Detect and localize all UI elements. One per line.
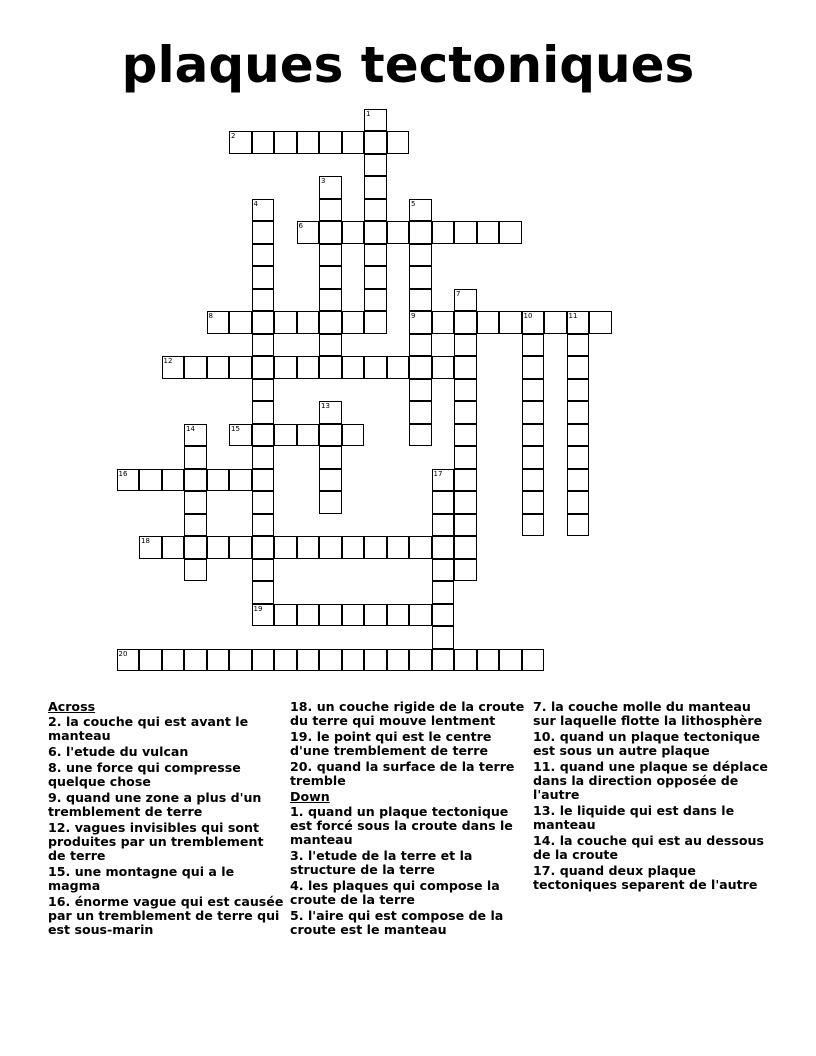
clue-num: 1. [290,804,304,819]
clue-text: les plaques qui compose la croute de la terre [290,878,500,907]
clue-text: énorme vague qui est causée par un tremblement de terre qui est sous-marin [48,894,284,937]
across-clue [48,745,284,759]
grid-cell[interactable] [567,334,590,357]
grid-cell[interactable] [432,469,455,492]
clue-number: 4 [253,199,258,208]
grid-cell[interactable] [319,266,342,289]
clue-text: quand un plaque tectonique est sous un autre plaque [533,729,761,758]
grid-cell[interactable] [454,446,477,469]
grid-cell[interactable] [409,424,432,447]
grid-cell[interactable] [252,289,275,312]
grid-cell[interactable] [454,514,477,537]
grid-cell[interactable] [207,649,230,672]
grid-cell[interactable] [162,649,185,672]
clue-num: 17. [533,863,556,878]
clue-number: 9 [411,312,416,320]
grid-cell[interactable] [454,491,477,514]
grid-cell[interactable] [252,199,275,222]
grid-cell[interactable] [139,469,162,492]
grid-cell[interactable] [252,469,275,492]
clue-text: quand deux plaque tectoniques separent de l'autre [533,863,758,892]
grid-cell[interactable] [162,536,185,559]
grid-cell[interactable] [522,491,545,514]
grid-cell[interactable] [409,334,432,357]
grid-cell[interactable] [499,649,522,672]
grid-cell[interactable] [409,356,432,379]
grid-cell[interactable] [184,536,207,559]
grid-cell[interactable] [274,536,297,559]
grid-cell[interactable] [252,379,275,402]
grid-cell[interactable] [117,649,140,672]
grid-cell[interactable] [297,604,320,627]
grid-cell[interactable] [567,491,590,514]
clue-num: 3. [290,848,304,863]
grid-cell[interactable] [409,244,432,267]
grid-cell[interactable] [364,244,387,267]
down-clue [290,849,526,877]
grid-cell[interactable] [364,221,387,244]
grid-cell[interactable] [319,356,342,379]
clue-num: 20. [290,759,313,774]
grid-cell[interactable] [409,199,432,222]
grid-cell[interactable] [229,424,252,447]
grid-cell[interactable] [319,289,342,312]
grid-cell[interactable] [252,649,275,672]
grid-cell[interactable] [184,424,207,447]
down-clue [533,864,769,892]
grid-cell[interactable] [297,649,320,672]
grid-cell[interactable] [454,649,477,672]
clue-text: l'aire qui est compose de la croute est le manteau [290,908,504,937]
down-clue [533,760,769,802]
grid-cell[interactable] [567,424,590,447]
grid-cell[interactable] [207,356,230,379]
grid-cell[interactable] [319,131,342,154]
grid-cell[interactable] [387,536,410,559]
clue-column-2 [290,700,526,939]
grid-cell[interactable] [522,356,545,379]
grid-cell[interactable] [274,131,297,154]
clue-number: 8 [208,312,213,320]
grid-cell[interactable] [342,649,365,672]
grid-cell[interactable] [567,469,590,492]
grid-cell[interactable] [364,266,387,289]
across-clue [290,700,526,728]
grid-cell[interactable] [252,514,275,537]
grid-cell[interactable] [319,491,342,514]
grid-cell[interactable] [184,446,207,469]
grid-cell[interactable] [522,514,545,537]
grid-cell[interactable] [364,311,387,334]
grid-cell[interactable] [342,356,365,379]
grid-cell[interactable] [364,199,387,222]
grid-cell[interactable] [229,469,252,492]
grid-cell[interactable] [274,604,297,627]
grid-cell[interactable] [274,649,297,672]
grid-cell[interactable] [297,424,320,447]
grid-cell[interactable] [342,311,365,334]
grid-cell[interactable] [522,469,545,492]
clue-number: 12 [163,357,173,365]
clue-number: 10 [523,312,533,320]
grid-cell[interactable] [432,311,455,334]
clue-number: 7 [456,289,461,298]
grid-cell[interactable] [252,559,275,582]
grid-cell[interactable] [184,514,207,537]
grid-cell[interactable] [252,311,275,334]
grid-cell[interactable] [319,446,342,469]
grid-cell[interactable] [454,401,477,424]
grid-cell[interactable] [252,221,275,244]
grid-cell[interactable] [477,649,500,672]
grid-cell[interactable] [364,109,387,132]
grid-cell[interactable] [567,446,590,469]
grid-cell[interactable] [117,469,140,492]
clue-number: 17 [433,469,443,478]
grid-cell[interactable] [252,446,275,469]
grid-cell[interactable] [207,536,230,559]
grid-cell[interactable] [252,356,275,379]
grid-cell[interactable] [387,649,410,672]
clue-num: 12. [48,820,71,835]
clue-text: quand un plaque tectonique est forcé sous la croute dans le manteau [290,804,513,847]
grid-cell[interactable] [342,536,365,559]
across-clue [290,730,526,758]
grid-cell[interactable] [319,221,342,244]
grid-cell[interactable] [229,649,252,672]
grid-cell[interactable] [387,131,410,154]
grid-cell[interactable] [409,401,432,424]
down-clue [533,834,769,862]
grid-cell[interactable] [297,311,320,334]
across-heading: Across [48,699,96,714]
down-clue [290,805,526,847]
grid-cell[interactable] [454,334,477,357]
across-clue [48,715,284,743]
clue-num: 15. [48,864,71,879]
grid-cell[interactable] [454,469,477,492]
clue-num: 7. [533,699,547,714]
grid-cell[interactable] [409,604,432,627]
grid-cell[interactable] [409,266,432,289]
grid-cell[interactable] [184,469,207,492]
grid-cell[interactable] [342,131,365,154]
grid-cell[interactable] [409,649,432,672]
clue-num: 6. [48,744,62,759]
grid-cell[interactable] [319,469,342,492]
grid-cell[interactable] [432,514,455,537]
grid-cell[interactable] [454,536,477,559]
clue-column-1 [48,700,284,939]
grid-cell[interactable] [499,311,522,334]
grid-cell[interactable] [477,311,500,334]
grid-cell[interactable] [409,379,432,402]
down-clue [533,730,769,758]
grid-cell[interactable] [432,559,455,582]
across-clue [48,821,284,863]
grid-cell[interactable] [432,581,455,604]
clue-number: 6 [298,222,303,230]
grid-cell[interactable] [364,649,387,672]
grid-cell[interactable] [409,289,432,312]
clue-num: 4. [290,878,304,893]
clue-number: 15 [231,424,240,433]
across-clue [290,760,526,788]
grid-cell[interactable] [477,221,500,244]
grid-cell[interactable] [274,424,297,447]
clue-text: la couche molle du manteau sur laquelle flotte la lithosphère [533,699,763,728]
grid-cell[interactable] [297,536,320,559]
grid-cell[interactable] [319,311,342,334]
grid-cell[interactable] [454,311,477,334]
clue-text: une force qui compresse quelque chose [48,760,241,789]
grid-cell[interactable] [364,154,387,177]
grid-cell[interactable] [229,356,252,379]
clue-text: une montagne qui a le magma [48,864,235,893]
grid-cell[interactable] [139,536,162,559]
grid-cell[interactable] [252,401,275,424]
grid-cell[interactable] [567,514,590,537]
grid-cell[interactable] [454,559,477,582]
clue-column-3 [533,700,769,894]
grid-cell[interactable] [274,356,297,379]
across-clue [48,865,284,893]
grid-cell[interactable] [454,289,477,312]
grid-cell[interactable] [432,649,455,672]
grid-cell[interactable] [252,536,275,559]
across-clue [48,761,284,789]
clue-num: 5. [290,908,304,923]
grid-cell[interactable] [252,334,275,357]
clue-text: l'etude de la terre et la structure de la terre [290,848,473,877]
grid-cell[interactable] [252,244,275,267]
grid-cell[interactable] [207,311,230,334]
grid-cell[interactable] [162,469,185,492]
down-clue [533,700,769,728]
grid-cell[interactable] [589,311,612,334]
clue-number: 18 [141,537,150,545]
clue-number: 1 [366,109,371,118]
clue-num: 2. [48,714,62,729]
clue-num: 11. [533,759,556,774]
clue-text: quand la surface de la terre tremble [290,759,515,788]
down-clue [290,879,526,907]
grid-cell[interactable] [364,131,387,154]
grid-cell[interactable] [252,131,275,154]
grid-cell[interactable] [387,221,410,244]
clue-text: vagues invisibles qui sont produites par un tremblement de terre [48,820,264,863]
clue-number: 13 [321,402,330,410]
grid-cell[interactable] [432,356,455,379]
grid-cell[interactable] [364,289,387,312]
grid-cell[interactable] [364,536,387,559]
grid-cell[interactable] [252,424,275,447]
clue-num: 9. [48,790,62,805]
clue-num: 14. [533,833,556,848]
grid-cell[interactable] [432,604,455,627]
grid-cell[interactable] [297,356,320,379]
grid-cell[interactable] [364,176,387,199]
clue-number: 20 [118,649,128,658]
grid-cell[interactable] [364,356,387,379]
grid-cell[interactable] [364,604,387,627]
grid-cell[interactable] [252,491,275,514]
clue-num: 18. [290,699,313,714]
clue-text: un couche rigide de la croute du terre qui mouve lentment [290,699,525,728]
grid-cell[interactable] [297,221,320,244]
grid-cell[interactable] [184,491,207,514]
grid-cell[interactable] [567,356,590,379]
clue-text: le point qui est le centre d'une tremblement de terre [290,729,492,758]
grid-cell[interactable] [409,311,432,334]
grid-cell[interactable] [252,581,275,604]
grid-cell[interactable] [522,334,545,357]
clue-number: 2 [231,132,236,140]
grid-cell[interactable] [297,131,320,154]
clue-text: quand une zone a plus d'un tremblement de terre [48,790,262,819]
grid-cell[interactable] [319,424,342,447]
grid-cell[interactable] [319,176,342,199]
grid-cell[interactable] [567,401,590,424]
grid-cell[interactable] [342,424,365,447]
grid-cell[interactable] [409,536,432,559]
grid-cell[interactable] [229,311,252,334]
grid-cell[interactable] [432,491,455,514]
page-title: plaques tectoniques [121,36,695,94]
grid-cell[interactable] [319,244,342,267]
grid-cell[interactable] [207,469,230,492]
grid-cell[interactable] [342,604,365,627]
grid-cell[interactable] [409,221,432,244]
clue-number: 16 [118,469,128,478]
grid-cell[interactable] [567,379,590,402]
clue-number: 19 [253,604,263,613]
grid-cell[interactable] [387,356,410,379]
grid-cell[interactable] [522,649,545,672]
grid-cell[interactable] [274,311,297,334]
grid-cell[interactable] [184,649,207,672]
down-clue [533,804,769,832]
clue-number: 5 [411,199,416,208]
clue-num: 16. [48,894,71,909]
clue-text: la couche qui est au dessous de la croute [533,833,764,862]
grid-cell[interactable] [522,424,545,447]
grid-cell[interactable] [567,311,590,334]
grid-cell[interactable] [387,604,410,627]
clue-text: la couche qui est avant le manteau [48,714,249,743]
grid-cell[interactable] [499,221,522,244]
grid-cell[interactable] [432,221,455,244]
grid-cell[interactable] [522,311,545,334]
grid-cell[interactable] [342,221,365,244]
across-clue [48,895,284,937]
grid-cell[interactable] [139,649,162,672]
grid-cell[interactable] [522,446,545,469]
grid-cell[interactable] [544,311,567,334]
grid-cell[interactable] [454,424,477,447]
clue-num: 19. [290,729,313,744]
grid-cell[interactable] [454,356,477,379]
clue-text: l'etude du vulcan [61,744,189,759]
grid-cell[interactable] [319,536,342,559]
down-heading: Down [290,789,330,804]
grid-cell[interactable] [319,649,342,672]
clue-num: 8. [48,760,62,775]
grid-cell[interactable] [184,559,207,582]
grid-cell[interactable] [319,199,342,222]
grid-cell[interactable] [454,379,477,402]
grid-cell[interactable] [454,221,477,244]
across-clue [48,791,284,819]
clue-number: 11 [568,312,578,320]
grid-cell[interactable] [522,401,545,424]
grid-cell[interactable] [522,379,545,402]
grid-cell[interactable] [162,356,185,379]
clue-num: 13. [533,803,556,818]
clue-text: le liquide qui est dans le manteau [533,803,735,832]
clue-number: 14 [186,424,195,433]
grid-cell[interactable] [319,401,342,424]
grid-cell[interactable] [319,604,342,627]
clue-num: 10. [533,729,556,744]
grid-cell[interactable] [229,536,252,559]
grid-cell[interactable] [432,536,455,559]
grid-cell[interactable] [184,356,207,379]
grid-cell[interactable] [432,626,455,649]
grid-cell[interactable] [252,604,275,627]
clue-number: 3 [321,177,326,185]
grid-cell[interactable] [319,334,342,357]
grid-cell[interactable] [229,131,252,154]
down-clue [290,909,526,937]
grid-cell[interactable] [252,266,275,289]
clue-text: quand une plaque se déplace dans la direction opposée de l'autre [533,759,768,802]
